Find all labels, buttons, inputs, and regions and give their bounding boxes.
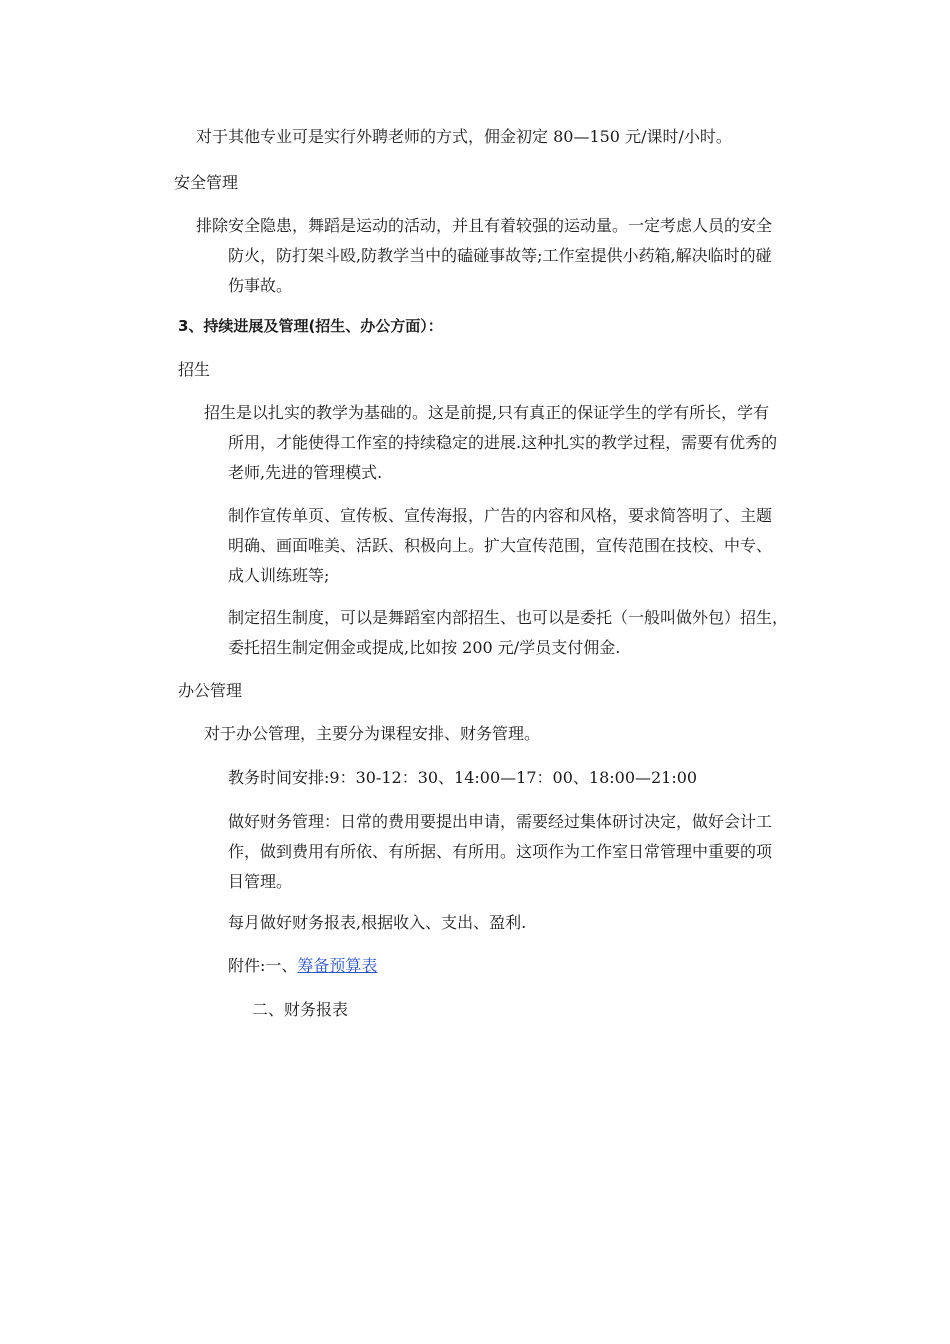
paragraph-office-finance-line-3: 目管理。 — [228, 872, 293, 891]
paragraph-recruitment-1-line-3: 老师,先进的管理模式. — [228, 463, 383, 482]
paragraph-office-finance-line-1: 做好财务管理：日常的费用要提出申请，需要经过集体研讨决定，做好会计工 — [228, 812, 773, 831]
paragraph-office-finance — [228, 807, 772, 897]
paragraph-recruitment-3-line-2: 委托招生制定佣金或提成,比如按 200 元/学员支付佣金. — [228, 638, 621, 657]
paragraph-recruitment-2-line-2: 明确、画面唯美、活跃、积极向上。扩大宣传范围，宣传范围在技校、中专、 — [228, 536, 773, 555]
paragraph-office-schedule: 教务时间安排:9：30-12：30、14:00—17：00、18:00—21:00 — [228, 768, 698, 787]
paragraph-safety-line-1: 排除安全隐患，舞蹈是运动的活动，并且有着较强的运动量。一定考虑人员的安全 — [196, 216, 773, 235]
paragraph-recruitment-2-line-3: 成人训练班等; — [228, 566, 330, 585]
paragraph-office-1: 对于办公管理，主要分为课程安排、财务管理。 — [204, 724, 541, 743]
attachment-prefix: 附件:一、 — [228, 956, 298, 975]
paragraph-commission: 对于其他专业可是实行外聘老师的方式，佣金初定 80—150 元/课时/小时。 — [196, 127, 732, 146]
paragraph-recruitment-2 — [228, 501, 772, 591]
paragraph-recruitment-3-line-1: 制定招生制度，可以是舞蹈室内部招生、也可以是委托（一般叫做外包）招生， — [228, 608, 789, 627]
paragraph-recruitment-1 — [204, 398, 777, 488]
heading-office-management: 办公管理 — [178, 681, 243, 700]
paragraph-office-report: 每月做好财务报表,根据收入、支出、盈利. — [228, 913, 527, 932]
heading-safety-management: 安全管理 — [174, 173, 239, 192]
paragraph-safety-line-2: 防火，防打架斗殴,防教学当中的磕碰事故等;工作室提供小药箱,解决临时的碰 — [228, 246, 772, 265]
paragraph-recruitment-1-line-2: 所用，才能使得工作室的持续稳定的进展.这种扎实的教学过程，需要有优秀的 — [228, 433, 778, 452]
budget-table-link[interactable]: 筹备预算表 — [297, 956, 378, 975]
heading-recruitment: 招生 — [178, 360, 211, 379]
paragraph-recruitment-3 — [228, 603, 788, 663]
attachment-line-2: 二、财务报表 — [252, 1000, 349, 1019]
paragraph-safety — [196, 211, 772, 301]
paragraph-office-finance-line-2: 作，做到费用有所依、有所据、有所用。这项作为工作室日常管理中重要的项 — [228, 842, 773, 861]
paragraph-safety-line-3: 伤事故。 — [228, 276, 293, 295]
paragraph-recruitment-1-line-1: 招生是以扎实的教学为基础的。这是前提,只有真正的保证学生的学有所长，学有 — [204, 403, 770, 422]
attachment-line-1 — [228, 951, 377, 981]
paragraph-recruitment-2-line-1: 制作宣传单页、宣传板、宣传海报，广告的内容和风格，要求简答明了、主题 — [228, 506, 773, 525]
section-heading-3: 3、持续进展及管理(招生、办公方面）： — [178, 317, 443, 335]
